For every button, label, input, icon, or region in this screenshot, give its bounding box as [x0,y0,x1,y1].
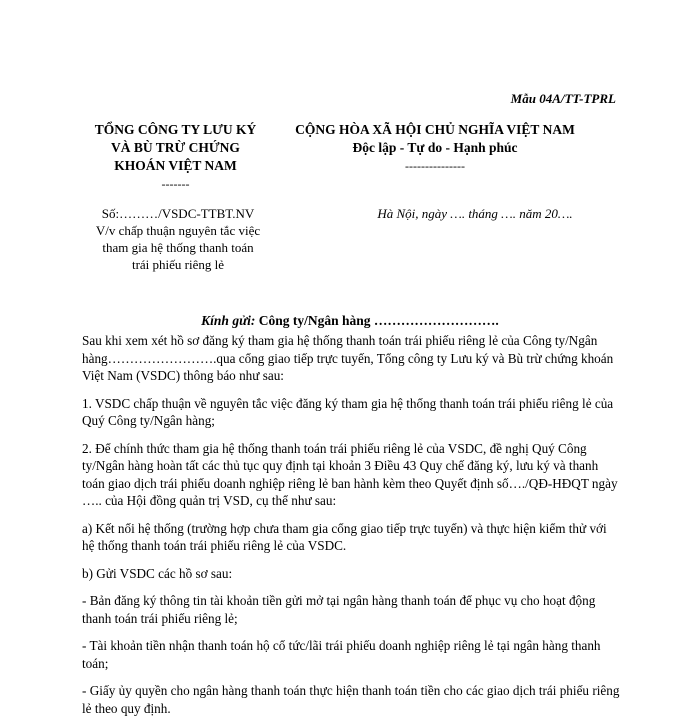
form-code: Mẫu 04A/TT-TPRL [510,91,616,106]
nation-name: CỘNG HÒA XÃ HỘI CHỦ NGHĨA VIỆT NAM [295,122,575,137]
salutation-label: Kính gửi: [201,313,256,328]
subject-line-3: trái phiếu riêng lẻ [131,257,225,272]
bullet-dividend-account: - Tài khoản tiền nhận thanh toán hộ cổ tức/lãi trái phiếu doanh nghiệp riêng lẻ tại ngân hàng thanh toán; [82,638,601,671]
letter-body [82,332,622,727]
bullet-authorization: - Giấy ủy quyền cho ngân hàng thanh toán thực hiện thanh toán tiền cho các giao dịch trái phiếu riêng lẻ theo quy định. [82,683,620,716]
document-meta [78,205,278,273]
subject-line-1: V/v chấp thuận nguyên tắc việc [95,223,261,238]
issuer-block [78,121,273,193]
subject-line-2: tham gia hệ thống thanh toán [102,240,254,255]
document-number: Số:………/VSDC-TTBT.NV [101,206,255,221]
issuer-name-line-3: KHOÁN VIỆT NAM [114,158,237,173]
salutation [0,313,700,329]
issuer-name-line-2: VÀ BÙ TRỪ CHỨNG [111,140,240,155]
bullet-deposit-account: - Bản đăng ký thông tin tài khoản tiền gửi mở tại ngân hàng thanh toán để phục vụ cho hoạt động thanh toán trái phiếu riêng lẻ; [82,593,596,626]
issuer-name-line-1: TỔNG CÔNG TY LƯU KÝ [94,122,257,137]
point-2b-paragraph: b) Gửi VSDC các hồ sơ sau: [82,565,233,581]
nation-motto: Độc lập - Tự do - Hạnh phúc [352,140,518,155]
point-2-paragraph: 2. Để chính thức tham gia hệ thống thanh toán trái phiếu riêng lẻ của VSDC, đề nghị Quý Công ty/Ngân hàng hoàn tất các thủ tục quy định tại khoản 3 Điều 43 Quy chế đăng ký, lưu ký và thanh toán giao dịch trái phiếu doanh nghiệp riêng lẻ ban hành kèm theo Quyết định số…./QĐ-HĐQT ngày ….. của Hội đồng quản trị VSD, cụ thể như sau: [82,440,618,508]
national-header [280,121,590,175]
point-1-paragraph: 1. VSDC chấp thuận về nguyên tắc việc đăng ký tham gia hệ thống thanh toán trái phiếu riêng lẻ của Quý Công ty/Ngân hàng; [82,395,614,428]
point-2a-paragraph: a) Kết nối hệ thống (trường hợp chưa tham gia cổng giao tiếp trực tuyến) và thực hiện kiểm thử với hệ thống thanh toán trái phiếu riêng lẻ của VSDC. [82,520,607,553]
intro-paragraph: Sau khi xem xét hồ sơ đăng ký tham gia hệ thống thanh toán trái phiếu riêng lẻ của Công ty/Ngân hàng…………………….qua cổng giao tiếp trực tuyến, Tổng công ty Lưu ký và Bù trừ chứng khoán Việt Nam (VSDC) thông báo như sau: [82,333,614,383]
place-date: Hà Nội, ngày …. tháng …. năm 20…. [377,206,573,221]
salutation-recipient: Công ty/Ngân hàng ………………………. [258,313,499,328]
issuer-separator: ------- [161,177,190,191]
nation-separator: --------------- [405,159,465,173]
